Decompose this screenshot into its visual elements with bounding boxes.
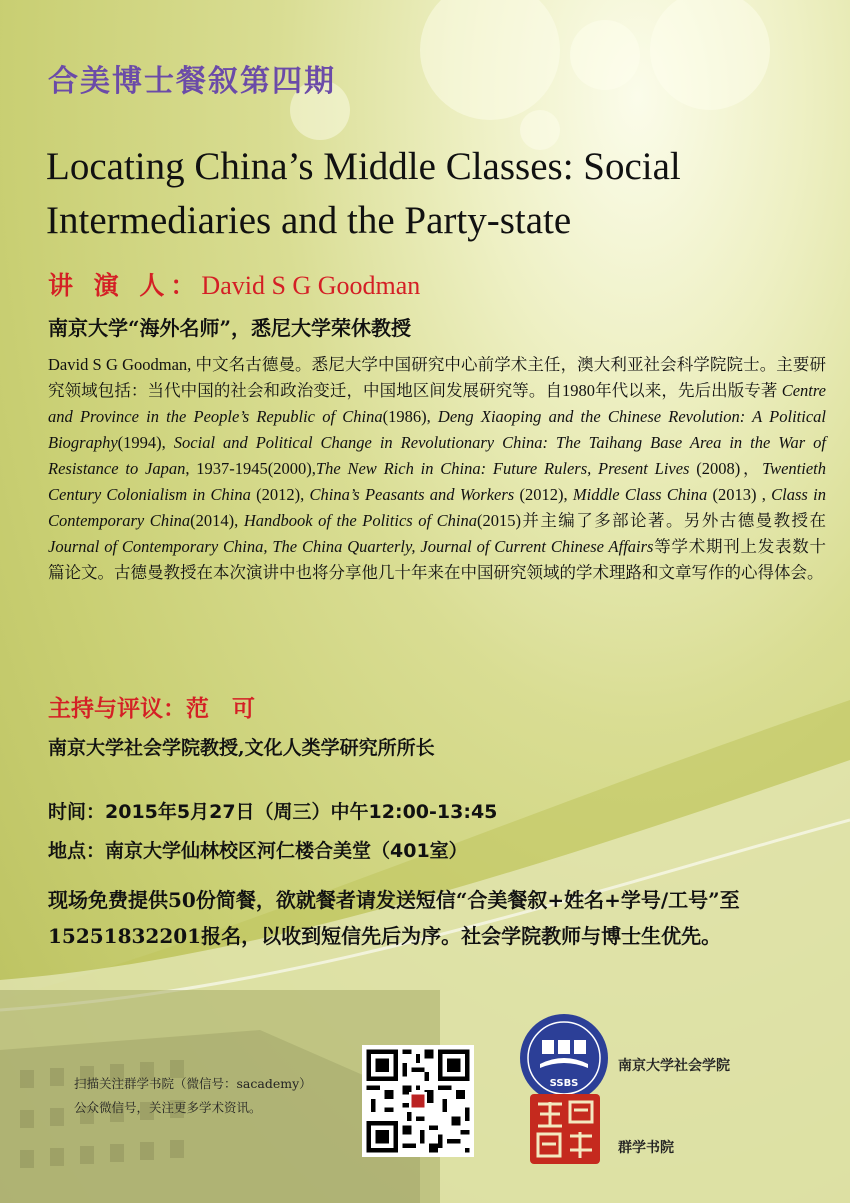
qr-caption	[74, 1072, 312, 1120]
host-name: 范 可	[186, 696, 255, 722]
speaker-affiliation: 南京大学“海外名师”，悉尼大学荣休教授	[48, 316, 412, 340]
book-title: Handbook of the Politics of China	[243, 511, 477, 530]
bio-text: (2015)并主编了多部论著。另外古德曼教授在	[477, 511, 826, 530]
book-title: Twentieth Century Colonialism in China	[48, 459, 827, 504]
bio-text: David S G Goodman, 中文名古德曼。悉尼大学中国研究中心前学术主任，澳大利亚社会科学院院士。主要研究领域包括：当代中国的社会和政治变迁，中国地区间发展研究等。自1980年代以来，先后出版专著	[48, 355, 826, 400]
speaker-name: David S G Goodman	[201, 271, 421, 300]
qr-caption-line: 公众微信号，关注更多学术资讯。	[74, 1100, 262, 1115]
event-place: 地点：南京大学仙林校区河仁楼合美堂（401室）	[48, 840, 468, 862]
event-time: 时间：2015年5月27日（周三）中午12:00-13:45	[48, 801, 498, 823]
speaker-bio	[48, 352, 826, 586]
journal-titles: Journal of Contemporary China, The China Quarterly, Journal of Current Chinese Affairs	[48, 537, 654, 556]
bio-text: (2013) ,	[707, 485, 772, 504]
bio-text: (2012),	[514, 485, 573, 504]
bio-text: , 1937-1945(2000),	[185, 459, 316, 478]
book-title: Class in Contemporary China	[48, 485, 826, 530]
bio-text: (1994),	[117, 433, 174, 452]
book-title: Middle Class China	[572, 485, 708, 504]
book-title: Deng Xiaoping and the Chinese Revolution: A Political Biography	[48, 407, 826, 452]
host-label: 主持与评议：	[48, 696, 186, 722]
book-title: The New Rich in China: Future Rulers, Present Lives	[315, 459, 690, 478]
qr-code[interactable]	[362, 1045, 474, 1157]
bio-text: (2008)，	[689, 459, 763, 478]
book-title: China’s Peasants and Workers	[309, 485, 515, 504]
seal-stamp	[528, 1092, 602, 1166]
org-name-academy: 群学书院	[618, 1140, 674, 1156]
bio-text: (2014),	[190, 511, 244, 530]
host-affiliation: 南京大学社会学院教授,文化人类学研究所所长	[48, 737, 435, 759]
host-line	[48, 690, 255, 723]
org-name-sociology: 南京大学社会学院	[618, 1058, 730, 1074]
series-title: 合美博士餐叙第四期	[48, 64, 336, 99]
speaker-line	[48, 266, 420, 302]
bio-text: (1986),	[382, 407, 438, 426]
speaker-label: 讲 演 人：	[48, 271, 202, 300]
book-title: Centre and Province in the People’s Republic of China	[48, 381, 826, 426]
logo-text: SSBS	[549, 1078, 579, 1089]
talk-title: Locating China’s Middle Classes: Social Intermediaries and the Party-state	[46, 145, 681, 242]
bio-text: (2012),	[250, 485, 310, 504]
qr-caption-line: 扫描关注群学书院（微信号：sacademy）	[74, 1076, 312, 1091]
book-title: Social and Political Change in Revolutionary China: The Taihang Base Area in the War of Resistance to Japan	[48, 433, 826, 478]
bio-text: 等学术期刊上发表数十篇论文。古德曼教授在本次演讲中也将分享他几十年来在中国研究领域的学术理路和文章写作的心得体会。	[48, 537, 826, 582]
school-logo	[518, 1012, 610, 1104]
meal-notice: 现场免费提供50份简餐，欲就餐者请发送短信“合美餐叙+姓名+学号/工号”至15251832201报名，以收到短信先后为序。社会学院教师与博士生优先。	[48, 888, 740, 948]
